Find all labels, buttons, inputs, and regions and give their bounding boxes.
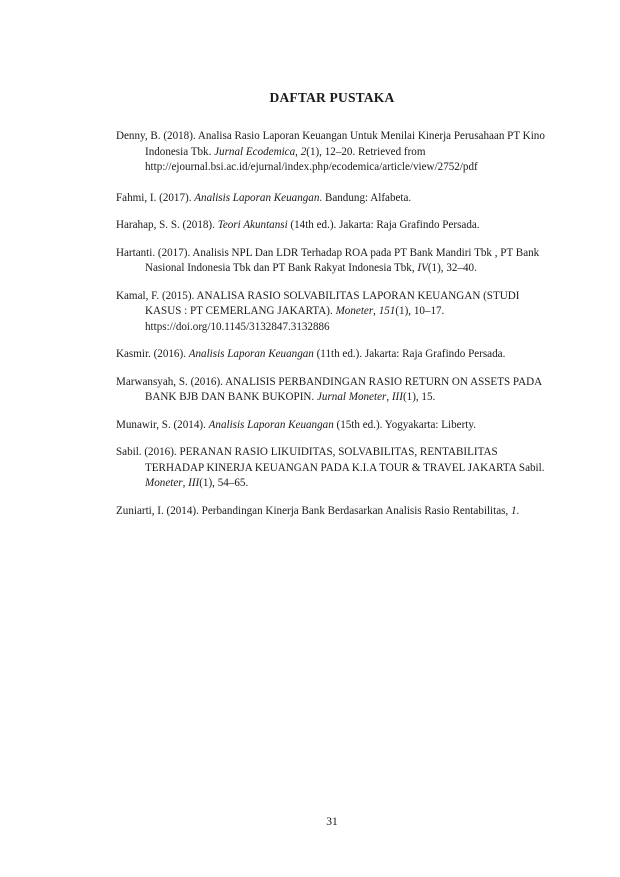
reference-list — [116, 129, 556, 519]
reference-entry: Kasmir. (2016). Analisis Laporan Keuangan (11th ed.). Jakarta: Raja Grafindo Persada. — [116, 348, 506, 360]
reference-entry: Hartanti. (2017). Analisis NPL Dan LDR Terhadap ROA pada PT Bank Mandiri Tbk , PT Bank Nasional Indonesia Tbk dan PT Bank Rakyat Indonesia Tbk, IV(1), 32–40. — [116, 246, 540, 274]
reference-entry: Zuniarti, I. (2014). Perbandingan Kinerja Bank Berdasarkan Analisis Rasio Rentabilitas, 1. — [116, 504, 520, 517]
page-number: 31 — [326, 816, 338, 828]
page-title: DAFTAR PUSTAKA — [269, 90, 395, 105]
reference-entry: Harahap, S. S. (2018). Teori Akuntansi (14th ed.). Jakarta: Raja Grafindo Persada. — [116, 219, 480, 231]
reference-entry: Sabil. (2016). PERANAN RASIO LIKUIDITAS, SOLVABILITAS, RENTABILITAS TERHADAP KINERJA KEUANGAN PADA K.I.A TOUR & TRAVEL JAKARTA Sabil. Moneter, III(1), 54–65. — [116, 446, 545, 489]
reference-entry: Munawir, S. (2014). Analisis Laporan Keuangan (15th ed.). Yogyakarta: Liberty. — [116, 418, 476, 431]
reference-entry: Denny, B. (2018). Analisa Rasio Laporan Keuangan Untuk Menilai Kinerja Perusahaan PT Kino Indonesia Tbk. Jurnal Ecodemica, 2(1), 12–20. Retrieved from http://ejournal.bsi.ac.id/ejurnal/index.php/ecodemica/article/view/2752/pdf — [116, 130, 545, 173]
reference-entry: Marwansyah, S. (2016). ANALISIS PERBANDINGAN RASIO RETURN ON ASSETS PADA BANK BJB DAN BANK BUKOPIN. Jurnal Moneter, III(1), 15. — [116, 375, 542, 403]
reference-entry: Fahmi, I. (2017). Analisis Laporan Keuangan. Bandung: Alfabeta. — [116, 191, 412, 204]
reference-entry: Kamal, F. (2015). ANALISA RASIO SOLVABILITAS LAPORAN KEUANGAN (STUDI KASUS : PT CEMERLANG JAKARTA). Moneter, 151(1), 10–17. https://doi.org/10.1145/3132847.3132886 — [116, 289, 520, 333]
